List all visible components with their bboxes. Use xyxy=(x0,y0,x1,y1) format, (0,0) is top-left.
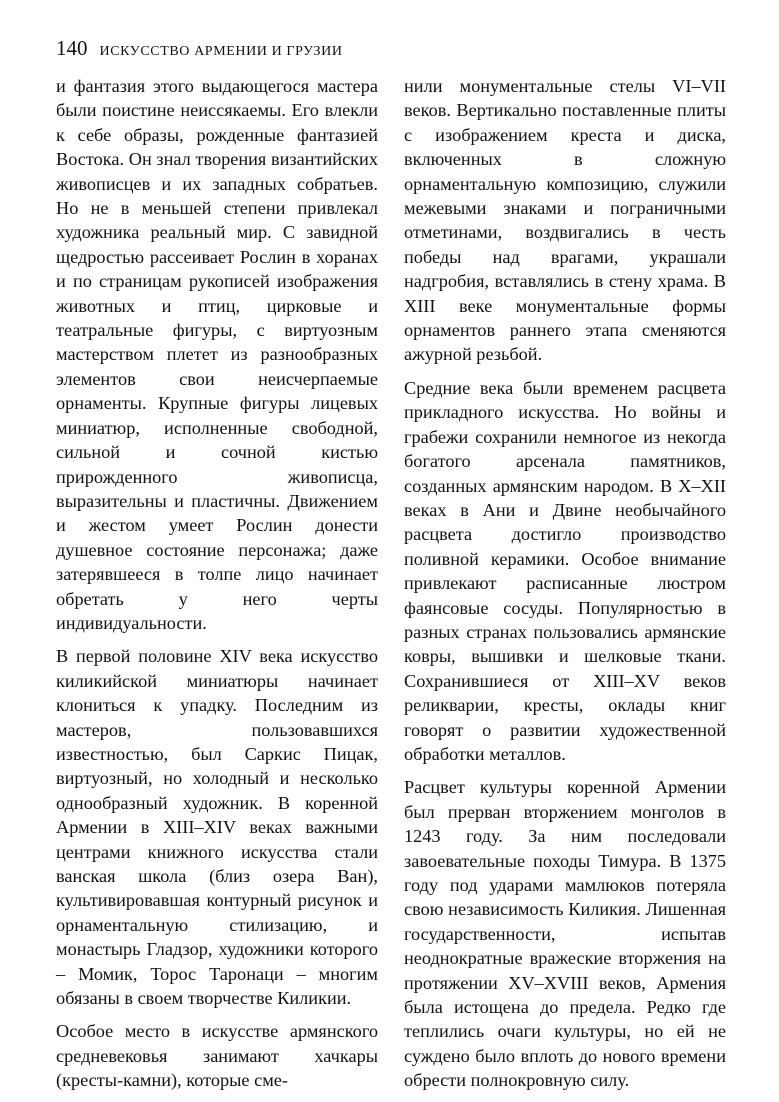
paragraph: нили монументальные стелы VI–VII веков. Вертикально поставленные плиты с изображением креста и диска, включенных в сложную орнаментальную композицию, служили межевыми знаками и пограничными отметинами, воздвигались в честь победы над врагами, украшали надгробия, вставлялись в стену храма. В XIII веке монументальные формы орнаментов раннего этапа сменяются ажурной резьбой. xyxy=(404,76,726,365)
paragraph: и фантазия этого выдающегося мастера были поистине неиссякаемы. Его влекли к себе образы, рожденные фантазией Востока. Он знал творения византийских живописцев и их западных собратьев. Но не в меньшей степени привлекал художника реальный мир. С завидной щедростью рассеивает Рослин в хоранах и по страницам рукописей изображения животных и птиц, цирковые и театральные фигуры, с виртуозным мастерством плетет из разнообразных элементов свои неисчерпаемые орнаменты. Крупные фигуры лицевых миниатюр, исполненные свободной, сильной и сочной кистью прирожденного живописца, выразительны и пластичны. Движением и жестом умеет Рослин донести душевное состояние персонажа; даже затерявшееся в толпе лицо начинает обретать у него черты индивидуальности. xyxy=(56,76,378,633)
right-column xyxy=(404,74,726,1102)
running-title: ИСКУССТВО АРМЕНИИ И ГРУЗИИ xyxy=(99,44,343,59)
page-number: 140 xyxy=(56,36,88,60)
paragraph: Расцвет культуры коренной Армении был прерван вторжением монголов в 1243 году. За ним последовали завоевательные походы Тимура. В 1375 году под ударами мамлюков потеряла свою независимость Киликия. Лишенная государственности, испытав неоднократные вражеские вторжения на протяжении XV–XVIII веков, Армения была истощена до предела. Редко где теплились очаги культуры, но ей не суждено было вплоть до нового времени обрести полнокровную силу. xyxy=(404,777,726,1091)
left-column xyxy=(56,74,378,1102)
paragraph: Средние века были временем расцвета прикладного искусства. Но войны и грабежи сохранили немногое из некогда богатого арсенала памятников, созданных армянским народом. В X–XII веках в Ани и Двине необычайного расцвета достигло производство поливной керамики. Особое внимание привлекают расписанные люстром фаянсовые сосуды. Популярностью в разных странах пользовались армянские ковры, вышивки и шелковые ткани. Сохранившиеся от XIII–XV веков реликварии, кресты, оклады книг говорят о развитии художественной обработки металлов. xyxy=(404,377,726,764)
paragraph: Особое место в искусстве армянского средневековья занимают хачкары (кресты-камни), которые сме- xyxy=(56,1021,378,1091)
page-header xyxy=(56,36,343,61)
paragraph: В первой половине XIV века искусство киликийской миниатюры начинает клониться к упадку. Последним из мастеров, пользовавшихся известностью, был Саркис Пицак, виртуозный, но холодный и несколько однообразный художник. В коренной Армении в XIII–XIV веках важными центрами книжного искусства стали ванская школа (близ озера Ван), культивировавшая контурный рисунок и орнаментальную стилизацию, и монастырь Гладзор, художники которого – Момик, Торос Таронаци – многим обязаны в своем творчестве Киликии. xyxy=(56,646,378,1009)
